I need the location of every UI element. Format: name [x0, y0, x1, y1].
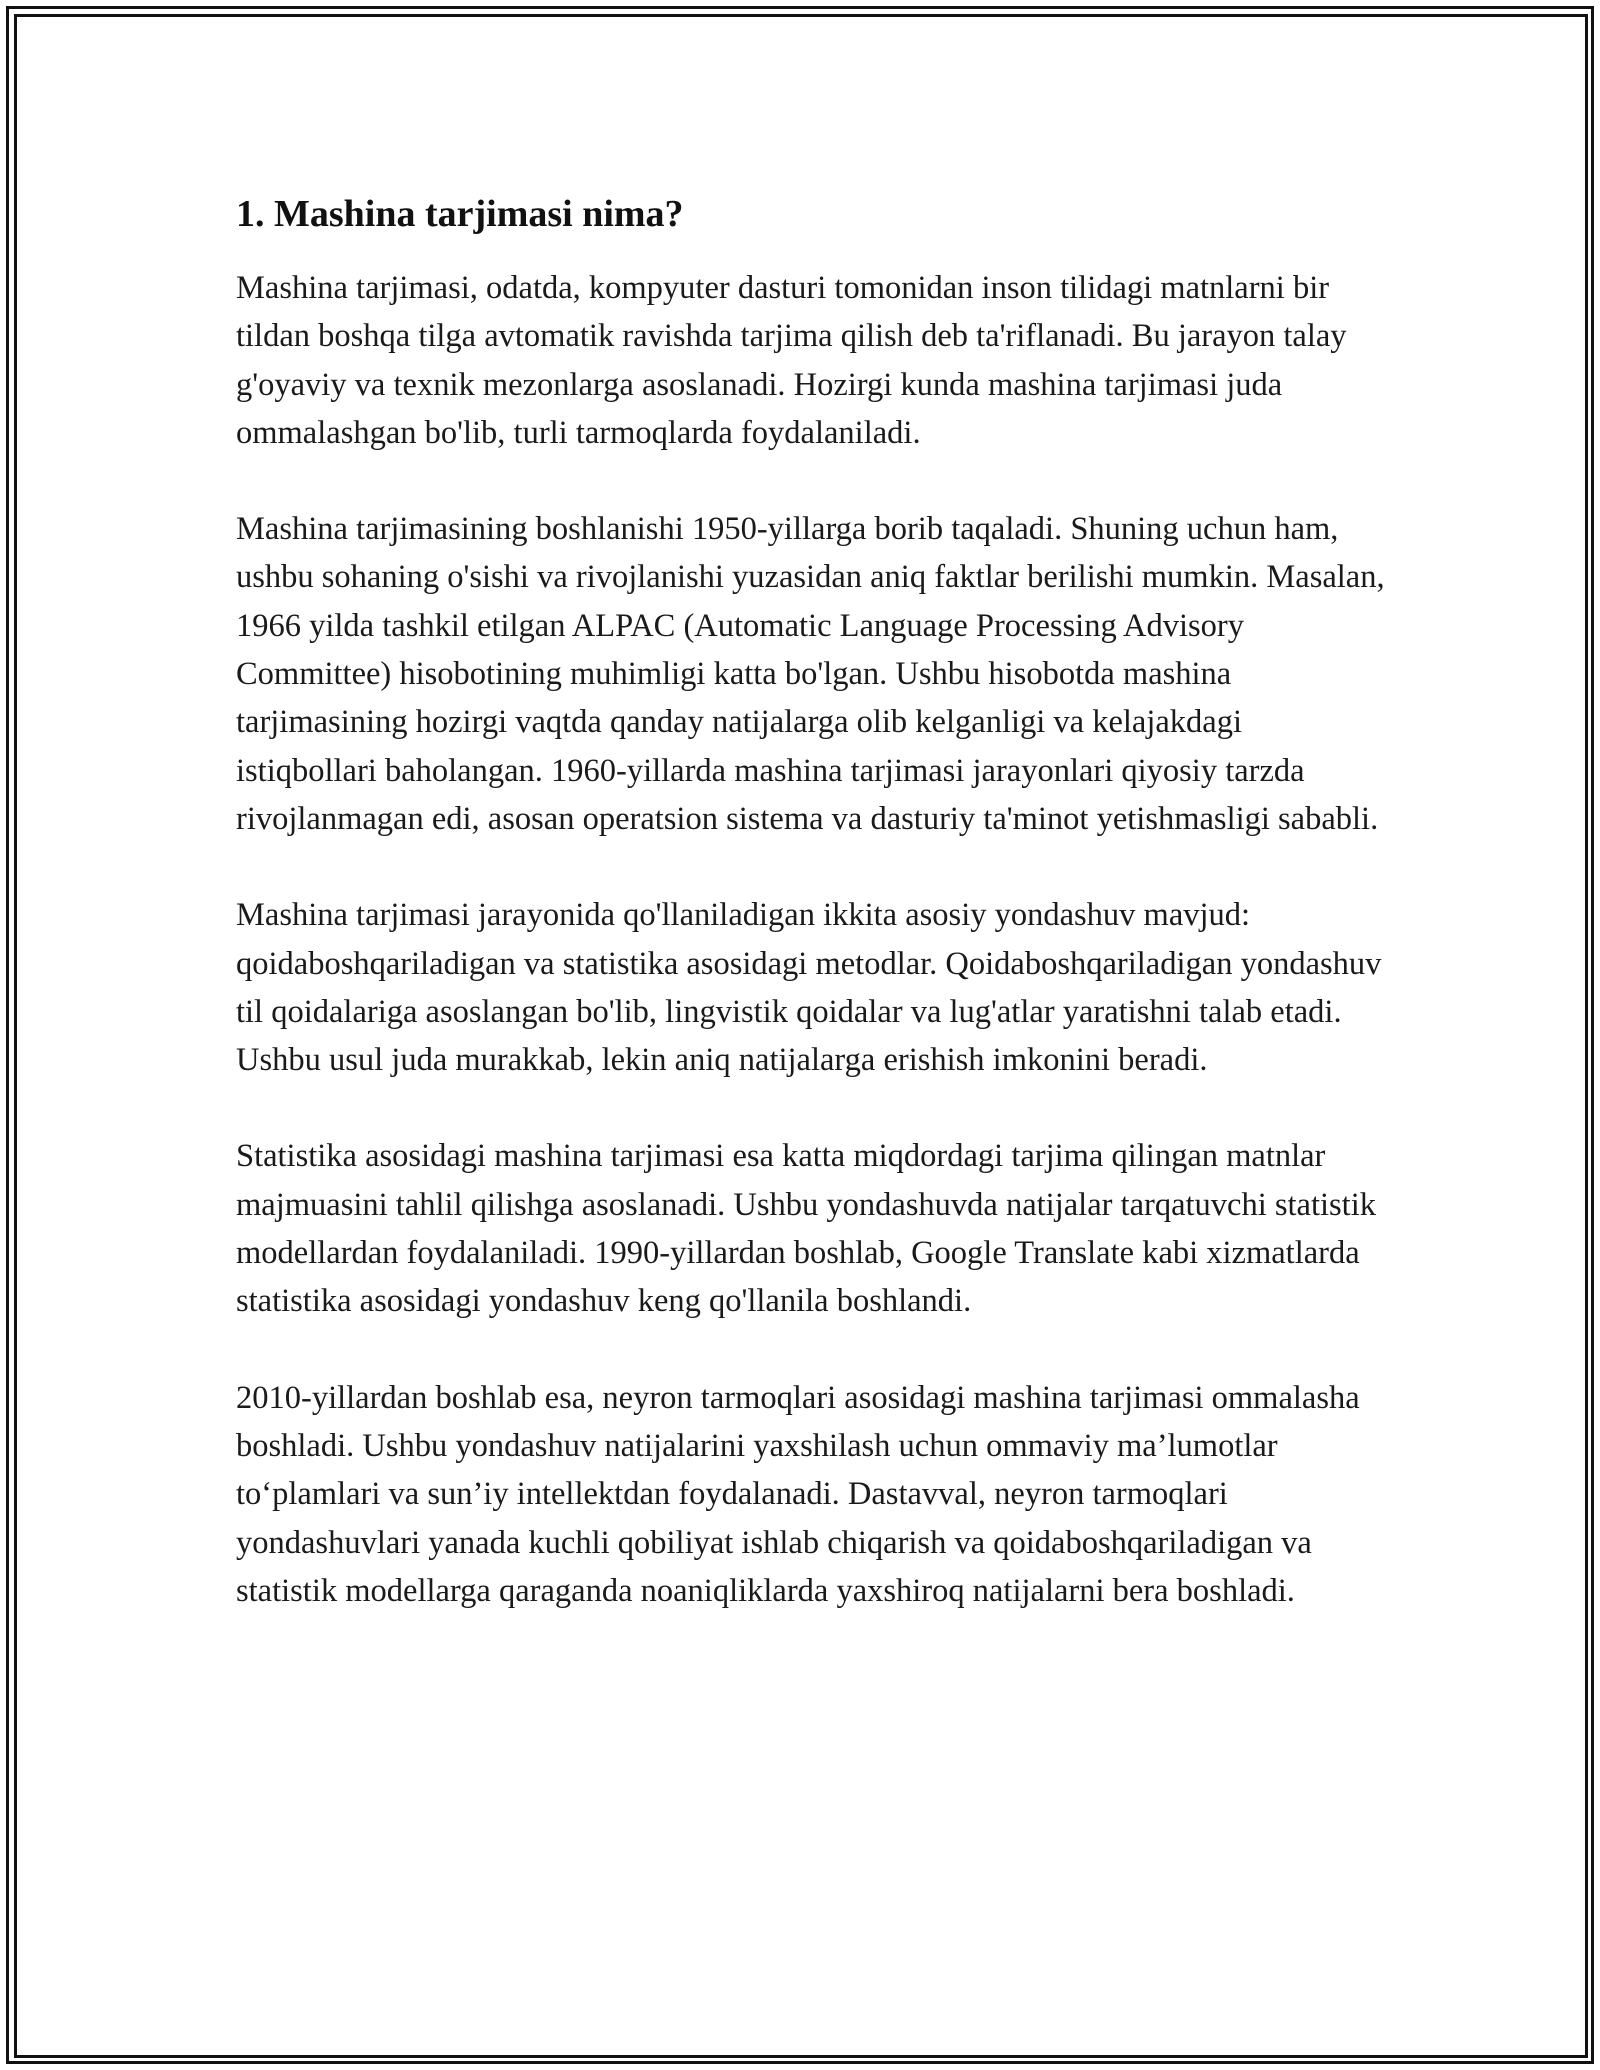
document-title: 1. Mashina tarjimasi nima?	[236, 193, 684, 235]
document-body	[236, 184, 1386, 1663]
paragraph-neural: 2010-yillardan boshlab esa, neyron tarmoqlari asosidagi mashina tarjimasi ommalasha boshladi. Ushbu yondashuv natijalarini yaxshilash uchun ommaviy ma’lumotlar to‘plamlari va sun’iy intellektdan foydalanadi. Dastavval, neyron tarmoqlari yondashuvlari yanada kuchli qobiliyat ishlab chiqarish va qoidaboshqariladigan va statistik modellarga qaraganda noaniqliklarda yaxshiroq natijalarni bera boshladi.	[236, 1379, 1360, 1609]
paragraph-definition: Mashina tarjimasi, odatda, kompyuter dasturi tomonidan inson tilidagi matnlarni bir tildan boshqa tilga avtomatik ravishda tarjima qilish deb ta'riflanadi. Bu jarayon talay g'oyaviy va texnik mezonlarga asoslanadi. Hozirgi kunda mashina tarjimasi juda ommalashgan bo'lib, turli tarmoqlarda foydalaniladi.	[236, 270, 1347, 451]
paragraph-statistical: Statistika asosidagi mashina tarjimasi esa katta miqdordagi tarjima qilingan matnlar majmuasini tahlil qilishga asoslanadi. Ushbu yondashuvda natijalar tarqatuvchi statistik modellardan foydalaniladi. 1990-yillardan boshlab, Google Translate kabi xizmatlarda statistika asosidagi yondashuv keng qo'llanila boshlandi.	[236, 1138, 1376, 1320]
paragraph-history: Mashina tarjimasining boshlanishi 1950-yillarga borib taqaladi. Shuning uchun ham, ushbu sohaning o'sishi va rivojlanishi yuzasidan aniq faktlar berilishi mumkin. Masalan, 1966 yilda tashkil etilgan ALPAC (Automatic Language Processing Advisory Committee) hisobotining muhimligi katta bo'lgan. Ushbu hisobotda mashina tarjimasining hozirgi vaqtda qanday natijalarga olib kelganligi va kelajakdagi istiqbollari baholangan. 1960-yillarda mashina tarjimasi jarayonlari qiyosiy tarzda rivojlanmagan edi, asosan operatsion sistema va dasturiy ta'minot yetishmasligi sababli.	[236, 511, 1385, 837]
paragraph-approaches: Mashina tarjimasi jarayonida qo'llaniladigan ikkita asosiy yondashuv mavjud: qoidaboshqariladigan va statistika asosidagi metodlar. Qoidaboshqariladigan yondashuv til qoidalariga asoslangan bo'lib, lingvistik qoidalar va lug'atlar yaratishni talab etadi. Ushbu usul juda murakkab, lekin aniq natijalarga erishish imkonini beradi.	[236, 897, 1382, 1079]
